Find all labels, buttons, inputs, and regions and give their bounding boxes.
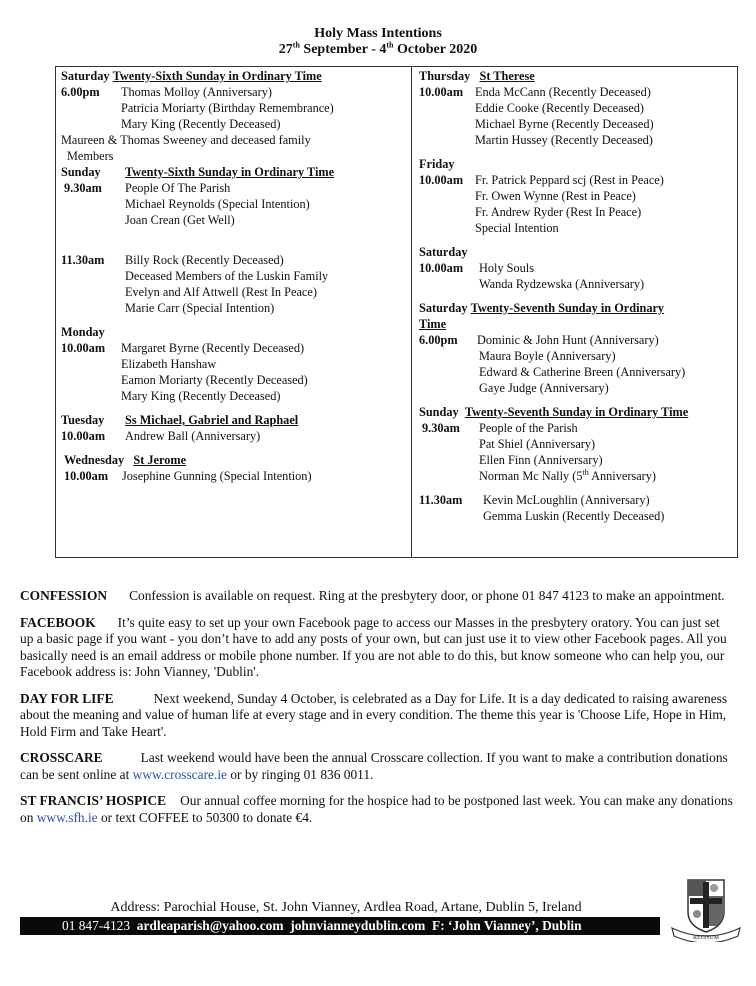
intention: 10.00am Holy Souls: [419, 261, 535, 275]
intention: Special Intention: [475, 221, 559, 235]
intention: Fr. Owen Wynne (Rest in Peace): [475, 189, 636, 203]
left-column: [61, 68, 407, 484]
intention: Wanda Rydzewska (Anniversary): [479, 277, 645, 291]
intention: 9.30am People of the Parish: [422, 421, 578, 435]
intention: Gemma Luskin (Recently Deceased): [483, 509, 665, 523]
intention: 6.00pm Dominic & John Hunt (Anniversary): [419, 333, 659, 347]
intention: 6.00pm Thomas Molloy (Anniversary): [61, 85, 272, 99]
crosscare-notice: CROSSCARE Last weekend would have been the annual Crosscare collection. If you want to make a contribution donations can be sent online at www.crosscare.ie or by ringing 01 836 0011.: [20, 750, 728, 782]
notice-body: Last weekend would have been the annual Crosscare collection. If you want to make a contribution donations can be sent online at: [20, 750, 728, 782]
intention: Maura Boyle (Anniversary): [479, 349, 616, 363]
sunday-heading: Sunday Twenty-Seventh Sunday in Ordinary Time: [419, 405, 689, 419]
page-title: Holy Mass Intentions: [314, 26, 442, 41]
intention: Martin Hussey (Recently Deceased): [475, 133, 653, 147]
intention: Eddie Cooke (Recently Deceased): [475, 101, 645, 115]
intention: Gaye Judge (Anniversary): [479, 381, 609, 395]
notice-heading: FACEBOOK: [20, 614, 96, 630]
intention: Ellen Finn (Anniversary): [479, 453, 603, 467]
notice-body: It’s quite easy to set up your own Facebook page to access our Masses in the presbytery oratory. You can just set up a basic page if you want - you don’t have to add any posts of your own, but can just use it to view other Facebook pages. All you basically need is an email address or mobile phone number. If you are not able to do this, but know someone who can help you, our Facebook address is: John Vianney, 'Dublin'.: [20, 614, 727, 679]
intention: Elizabeth Hanshaw: [121, 357, 217, 371]
day-for-life-notice: [20, 691, 736, 741]
intention: Joan Crean (Get Well): [125, 213, 235, 227]
notice-body: Next weekend, Sunday 4 October, is celebrated as a Day for Life. It is a day dedicated to raising awareness about the meaning and value of human life at every stage and in every condition. The theme this year is 'Choose Life, Hope in Him, Hold Firm and Take Heart'.: [20, 690, 728, 739]
intention: Michael Byrne (Recently Deceased): [475, 117, 654, 131]
website: johnvianneydublin.com: [290, 918, 426, 933]
parish-address: Address: Parochial House, St. John Vianney, Ardlea Road, Artane, Dublin 5, Ireland: [110, 900, 582, 915]
sfh-link[interactable]: www.sfh.ie: [36, 809, 98, 825]
date-range: 27th September - 4th October 2020: [278, 40, 478, 57]
notice-heading: CROSSCARE: [20, 750, 103, 765]
intention: 10.00am Enda McCann (Recently Deceased): [419, 85, 651, 99]
intention: 10.00am Andrew Ball (Anniversary): [61, 429, 261, 443]
notice-heading: DAY FOR LIFE: [20, 690, 114, 706]
tuesday-heading: Tuesday Ss Michael, Gabriel and Raphael: [61, 413, 299, 427]
intention: Deceased Members of the Luskin Family: [125, 269, 329, 283]
confession-notice: [20, 588, 736, 605]
intention: Members: [67, 149, 114, 163]
notice-body: Confession is available on request. Ring at the presbytery door, or phone 01 847 4123 to make an appointment.: [129, 588, 725, 603]
intention: Mary King (Recently Deceased): [121, 389, 281, 403]
saturday-heading: Saturday: [419, 245, 468, 259]
intention: Edward & Catherine Breen (Anniversary): [479, 365, 686, 379]
intention: 10.00am Margaret Byrne (Recently Deceased): [61, 341, 305, 355]
friday-heading: Friday: [419, 157, 455, 171]
parish-crest-icon: [668, 876, 744, 942]
intention: Norman Mc Nally (5th Anniversary): [479, 467, 656, 483]
intention: Maureen & Thomas Sweeney and deceased family: [61, 133, 311, 147]
feast-continued: Time: [419, 317, 447, 331]
crosscare-link[interactable]: www.crosscare.ie: [132, 766, 227, 782]
saturday-vigil-heading: Saturday Twenty-Seventh Sunday in Ordinary: [419, 301, 665, 315]
wednesday-heading: Wednesday St Jerome: [64, 453, 187, 467]
monday-heading: Monday: [61, 325, 105, 339]
email-address: ardleaparish@yahoo.com: [136, 918, 284, 933]
hospice-notice: ST FRANCIS’ HOSPICE Our annual coffee morning for the hospice had to be postponed last week. You can make any donations on www.sfh.ie or text COFFEE to 50300 to donate €4.: [20, 793, 733, 825]
column-divider: [411, 66, 412, 558]
sunday-heading: Sunday Twenty-Sixth Sunday in Ordinary Time: [61, 165, 335, 179]
notice-heading: ST FRANCIS’ HOSPICE: [20, 793, 167, 808]
saturday-heading: Saturday Twenty-Sixth Sunday in Ordinary Time: [61, 69, 322, 83]
intention: 10.00am Josephine Gunning (Special Intention): [64, 469, 312, 483]
facebook-notice: [20, 615, 736, 681]
phone-number: 01 847-4123: [62, 918, 131, 933]
intention: Michael Reynolds (Special Intention): [125, 197, 310, 211]
intention: 9.30am People Of The Parish: [64, 181, 231, 195]
intention: Patricia Moriarty (Birthday Remembrance): [121, 101, 334, 115]
intention: Pat Shiel (Anniversary): [479, 437, 596, 451]
thursday-heading: Thursday St Therese: [419, 69, 535, 83]
notice-heading: CONFESSION: [20, 588, 108, 603]
intention: Evelyn and Alf Attwell (Rest In Peace): [125, 285, 317, 299]
intention: 11.30am Billy Rock (Recently Deceased): [61, 253, 284, 267]
intention: 10.00am Fr. Patrick Peppard scj (Rest in Peace): [419, 173, 664, 187]
right-column: [419, 68, 734, 524]
facebook-address: F: ‘John Vianney’, Dublin: [432, 918, 582, 933]
intention: Marie Carr (Special Intention): [125, 301, 275, 315]
notice-body: Our annual coffee morning for the hospice had to be postponed last week. You can make any donations on: [20, 793, 733, 825]
intention: Eamon Moriarty (Recently Deceased): [121, 373, 308, 387]
notices: [20, 588, 736, 836]
crest-motto: REGNUM: [692, 935, 720, 941]
contact-bar: [20, 917, 660, 935]
intention: 11.30am Kevin McLoughlin (Anniversary): [419, 493, 650, 507]
intention: Fr. Andrew Ryder (Rest In Peace): [475, 205, 642, 219]
intention: Mary King (Recently Deceased): [121, 117, 281, 131]
